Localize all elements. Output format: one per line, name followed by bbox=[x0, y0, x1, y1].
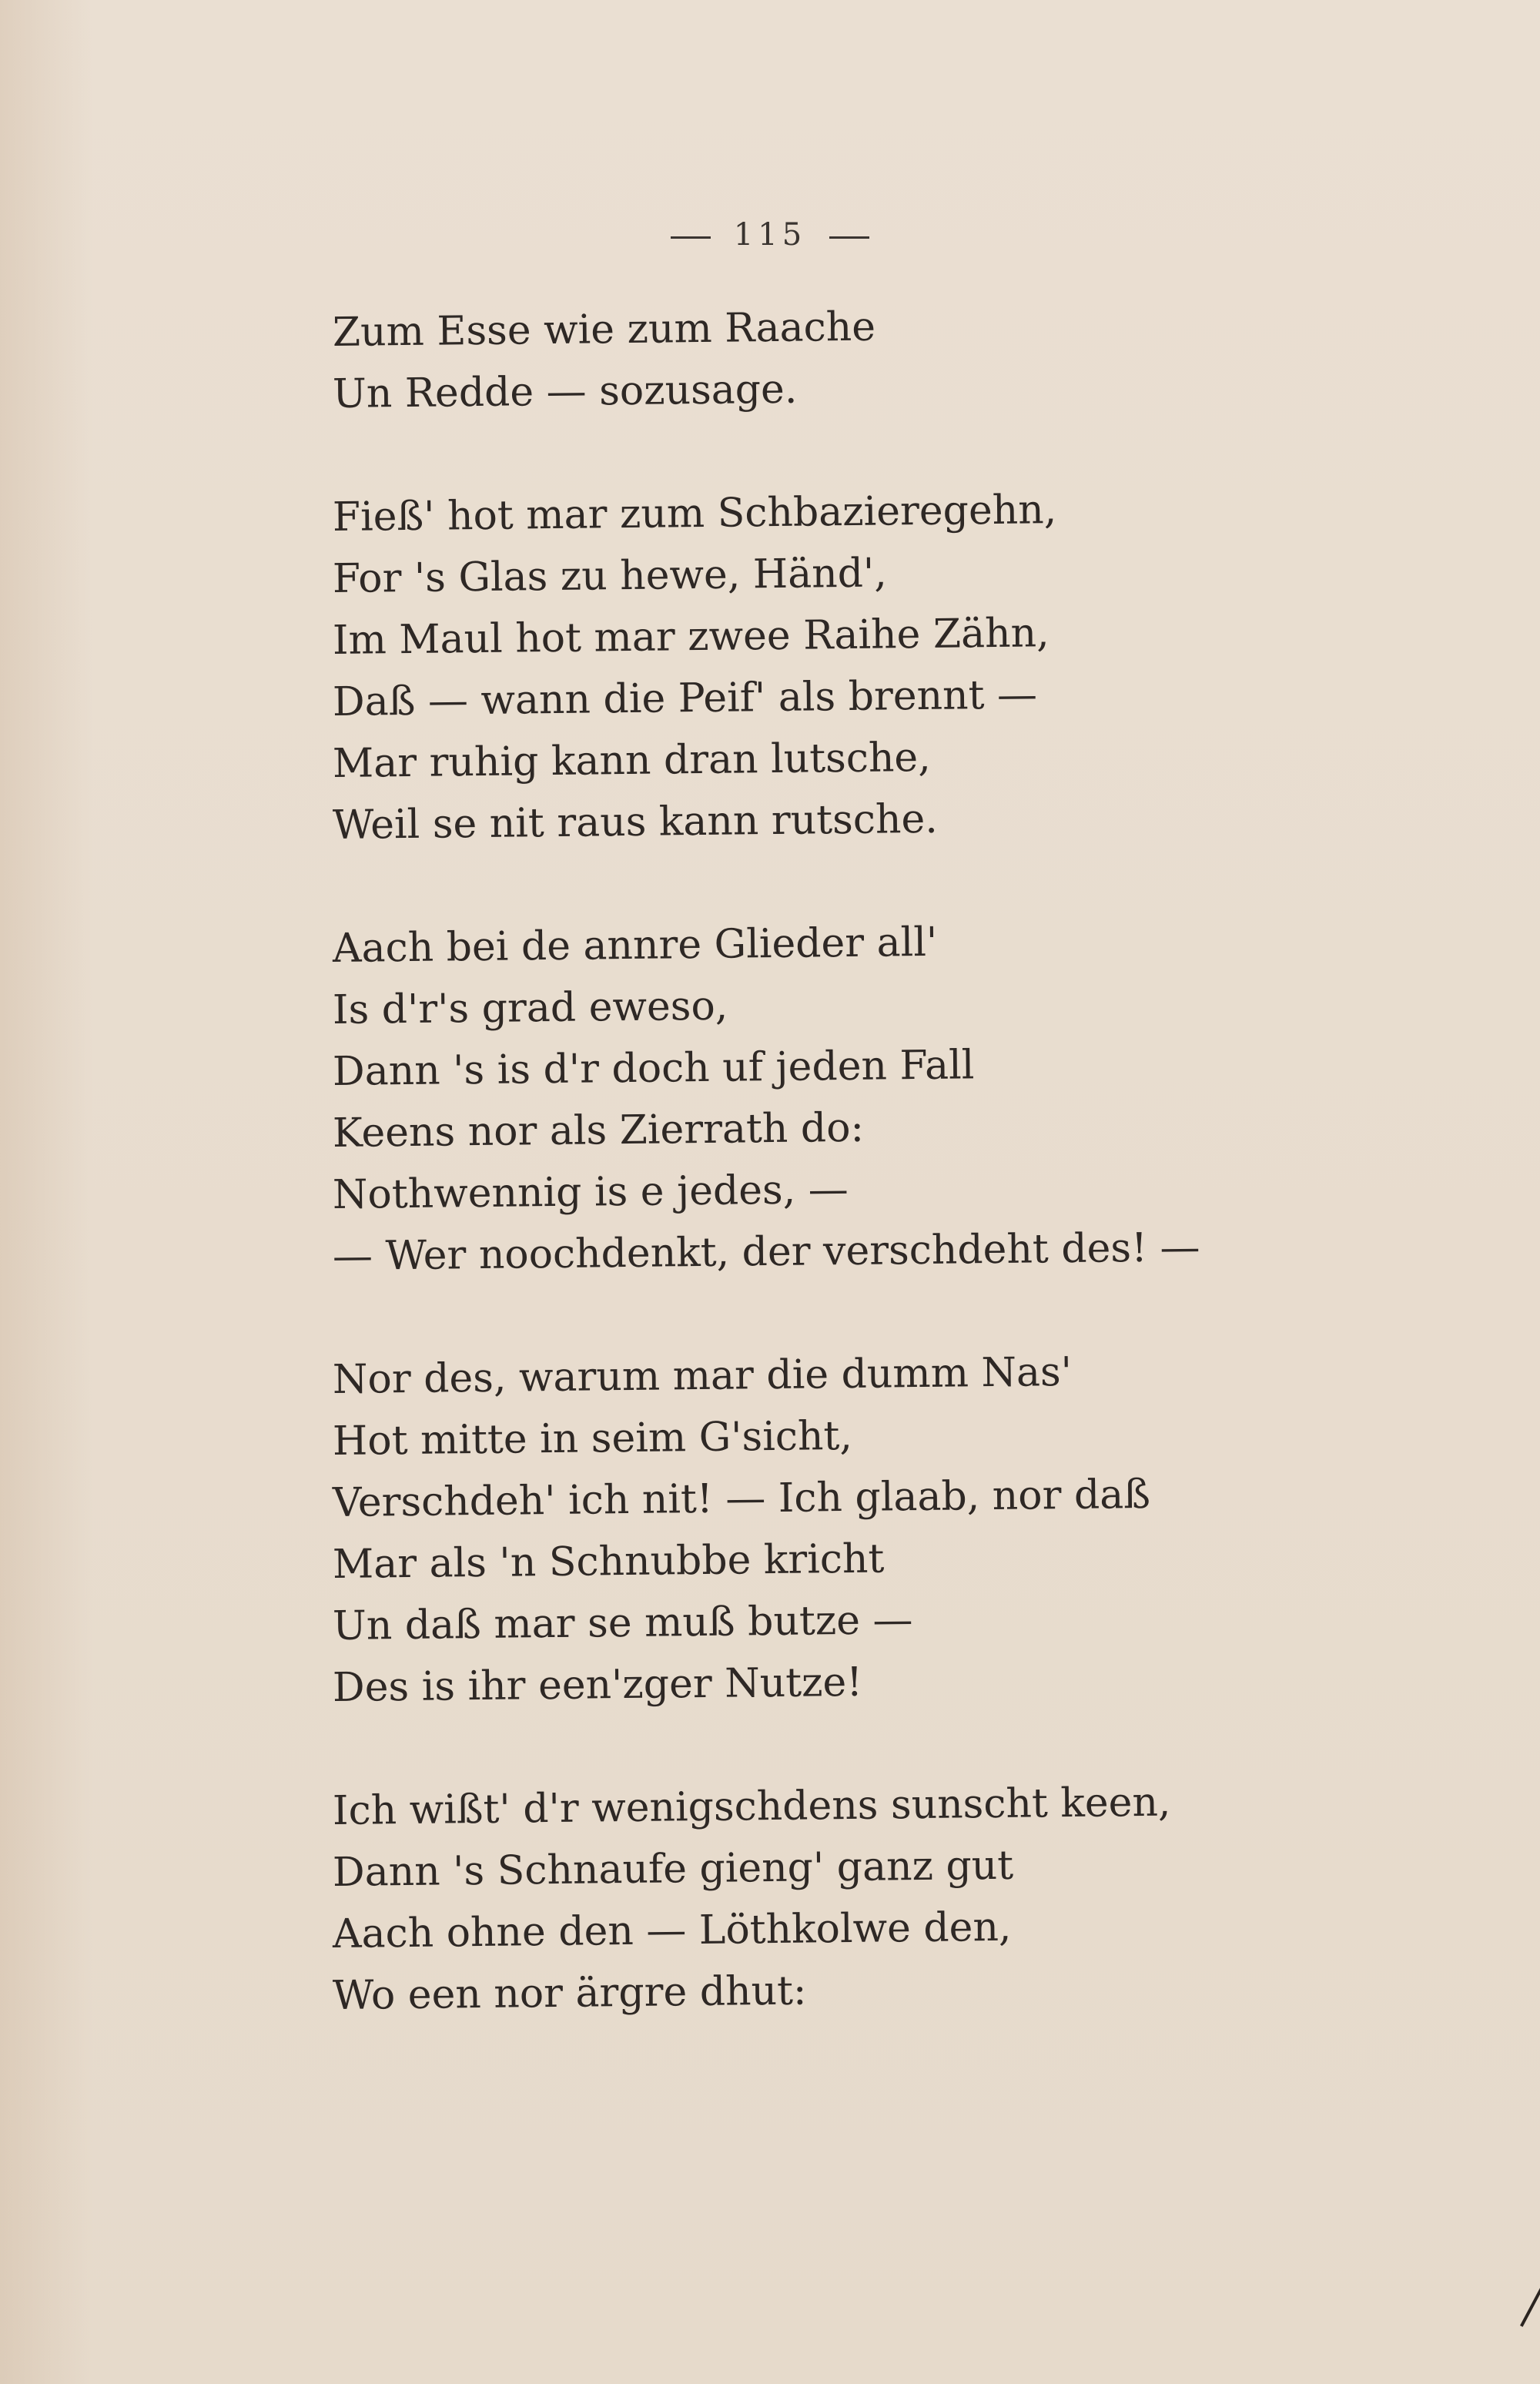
poem-line: Dann 's Schnaufe gieng' ganz gut bbox=[332, 1842, 1014, 1896]
poem-line: Daß — wann die Peif' als brennt — bbox=[332, 671, 1038, 725]
poem-line: Mar ruhig kann dran lutsche, bbox=[332, 734, 932, 787]
poem-line: Ich wißt' d'r wenigschdens sunscht keen, bbox=[332, 1779, 1171, 1834]
poem-line: Is d'r's grad eweso, bbox=[332, 983, 728, 1033]
stanza-break bbox=[333, 856, 1257, 918]
poem-line: Aach ohne den — Löthkolwe den, bbox=[332, 1904, 1012, 1957]
page-number: 115 bbox=[733, 217, 807, 253]
stanza-break bbox=[333, 1719, 1257, 1780]
poem-line: Un daß mar se muß butze — bbox=[332, 1597, 913, 1649]
poem-line: Fieß' hot mar zum Schbazieregehn, bbox=[332, 487, 1057, 541]
stanza-break bbox=[333, 1287, 1257, 1349]
poem-line: Verschdeh' ich nit! — Ich glaab, nor daß bbox=[332, 1471, 1151, 1526]
poem-line: Im Maul hot mar zwee Raihe Zähn, bbox=[332, 610, 1050, 664]
poem-line: Hot mitte in seim G'sicht, bbox=[332, 1412, 853, 1465]
poem-line: Keens nor als Zierrath do: bbox=[332, 1104, 865, 1157]
header-dash-left bbox=[671, 236, 711, 239]
poem-line: Des is ihr een'zger Nutze! bbox=[332, 1659, 863, 1711]
poem-line: Nothwennig is e jedes, — bbox=[332, 1166, 849, 1218]
poem-line: Aach bei de annre Glieder all' bbox=[332, 919, 938, 972]
poem-line: Wo een nor ärgre dhut: bbox=[332, 1967, 807, 2019]
poem-line: — Wer noochdenkt, der verschdeht des! — bbox=[332, 1224, 1200, 1280]
poem-line: Dann 's is d'r doch uf jeden Fall bbox=[332, 1042, 975, 1095]
poem-line: Nor des, warum mar die dumm Nas' bbox=[332, 1348, 1073, 1403]
stanza-break bbox=[333, 425, 1257, 487]
poem-line: For 's Glas zu hewe, Händ', bbox=[332, 550, 888, 602]
header-dash-right bbox=[829, 236, 869, 239]
page-number-header bbox=[0, 217, 1540, 253]
poem-text bbox=[333, 302, 1257, 2027]
poem-line: Un Redde — sozusage. bbox=[332, 366, 798, 417]
poem-line: Mar als 'n Schnubbe kricht bbox=[332, 1535, 885, 1588]
poem-line: Weil se nit raus kann rutsche. bbox=[332, 795, 939, 849]
page-edge-mark bbox=[1520, 2265, 1540, 2335]
poem-line: Zum Esse wie zum Raache bbox=[332, 303, 876, 356]
